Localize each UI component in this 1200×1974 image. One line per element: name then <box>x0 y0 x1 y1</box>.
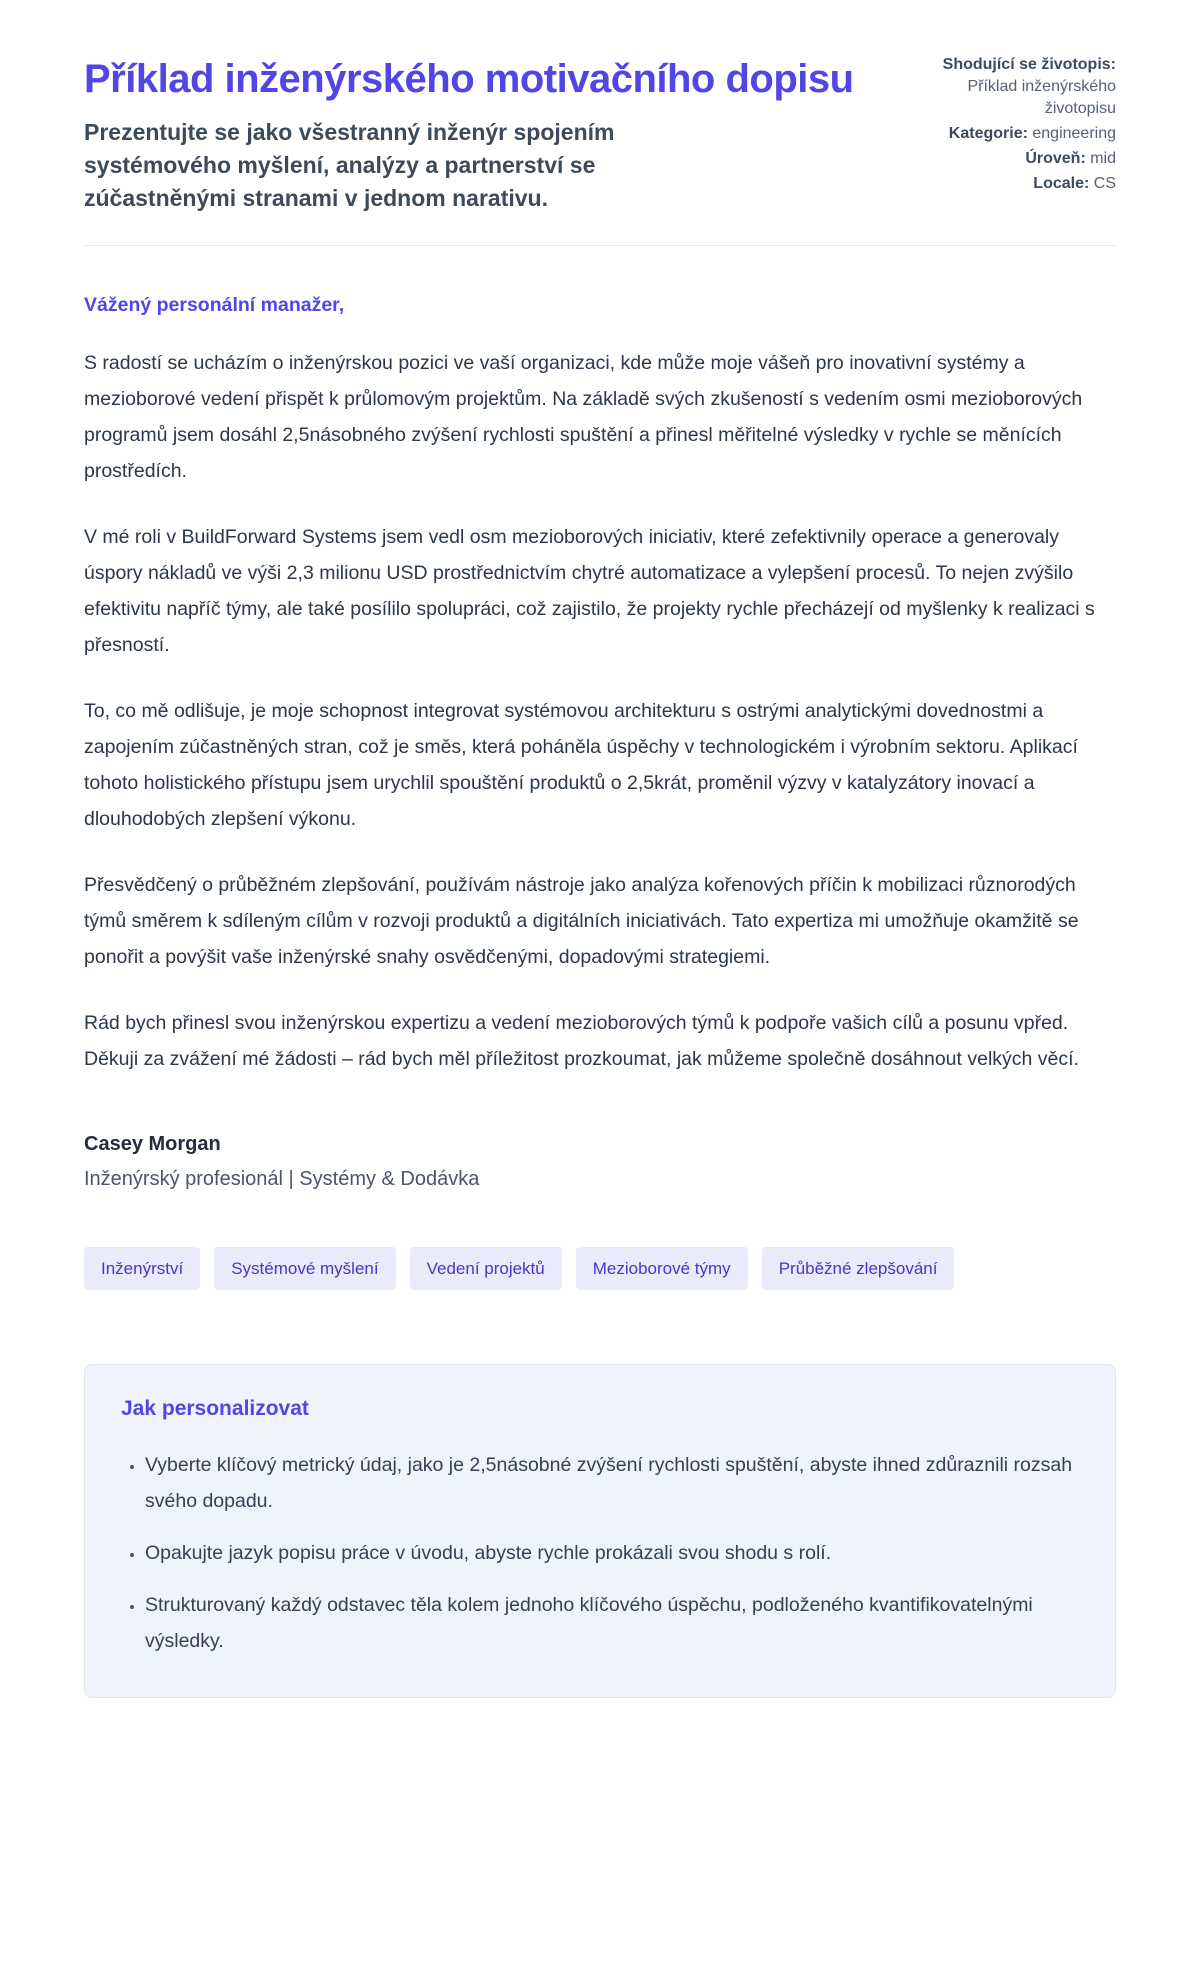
personalize-title: Jak personalizovat <box>121 1397 309 1420</box>
letter-paragraph: Přesvědčený o průběžném zlepšování, používám nástroje jako analýza kořenových příčin k mobilizaci různorodých týmů směrem k sdíleným cílům v rozvoji produktů a digitálních iniciativách. Tato expertiza mi umožňuje okamžitě se ponořit a povýšit vaše inženýrské snahy osvědčenými, dopadovými strategiemi. <box>84 874 1079 968</box>
letter-greeting: Vážený personální manažer, <box>84 294 345 316</box>
meta-category <box>938 123 1116 145</box>
meta-matching-resume-label: Shodující se životopis: <box>942 56 1116 73</box>
signature-name: Casey Morgan <box>84 1133 221 1155</box>
personalize-bullet: • Vyberte klíčový metrický údaj, jako je 2,5násobné zvýšení rychlosti spuštění, abyste ihned zdůraznili rozsah svého dopadu. <box>145 1447 1079 1519</box>
meta-locale-label: Locale: <box>1033 175 1090 192</box>
meta-category-value: engineering <box>1032 125 1116 142</box>
header <box>84 54 1116 215</box>
meta-matching-resume-value: Příklad inženýrského životopisu <box>967 78 1116 117</box>
signature-title: Inženýrský profesionál | Systémy & Dodávka <box>84 1168 480 1190</box>
personalize-bullet: • Strukturovaný každý odstavec těla kolem jednoho klíčového úspěchu, podloženého kvantifikovatelnými výsledky. <box>145 1587 1079 1659</box>
personalize-bullet: • Opakujte jazyk popisu práce v úvodu, abyste rychle prokázali svou shodu s rolí. <box>145 1535 1079 1571</box>
personalize-box <box>84 1364 1116 1698</box>
meta-category-label: Kategorie: <box>948 125 1028 142</box>
personalize-list <box>121 1447 1079 1659</box>
tag-project-leadership[interactable]: Vedení projektů <box>410 1247 562 1290</box>
meta-matching-resume <box>938 54 1116 120</box>
signature-block <box>84 1133 1116 1191</box>
meta-locale <box>938 173 1116 195</box>
tag-engineering[interactable]: Inženýrství <box>84 1247 200 1290</box>
letter-paragraph: V mé roli v BuildForward Systems jsem vedl osm mezioborových iniciativ, které zefektivnily operace a generovaly úspory nákladů ve výši 2,3 milionu USD prostřednictvím chytré automatizace a vylepšení procesů. To nejen zvýšilo efektivitu napříč týmy, ale také posílilo spolupráci, což zajistilo, že projekty rychle přecházejí od myšlenky k realizaci s přesností. <box>84 526 1095 656</box>
header-meta <box>938 54 1116 198</box>
page-container <box>84 0 1116 1698</box>
page-title: Příklad inženýrského motivačního dopisu <box>84 57 854 101</box>
header-divider <box>84 245 1116 246</box>
cover-letter-body <box>84 294 1116 1191</box>
meta-level <box>938 148 1116 170</box>
tag-cross-functional-teams[interactable]: Mezioborové týmy <box>576 1247 748 1290</box>
tag-continuous-improvement[interactable]: Průběžné zlepšování <box>762 1247 955 1290</box>
header-title-block <box>84 54 854 215</box>
meta-level-value: mid <box>1090 150 1116 167</box>
tag-list <box>84 1247 1116 1290</box>
letter-paragraph: S radostí se ucházím o inženýrskou pozici ve vaší organizaci, kde může moje vášeň pro inovativní systémy a mezioborové vedení přispět k průlomovým projektům. Na základě svých zkušeností s vedením osmi mezioborových programů jsem dosáhl 2,5násobného zvýšení rychlosti spuštění a přinesl měřitelné výsledky v rychle se měnících prostředích. <box>84 352 1083 482</box>
letter-paragraph: Rád bych přinesl svou inženýrskou expertizu a vedení mezioborových týmů k podpoře vašich cílů a posunu vpřed. Děkuji za zvážení mé žádosti – rád bych měl příležitost prozkoumat, jak můžeme společně dosáhnout velkých věcí. <box>84 1012 1079 1070</box>
meta-locale-value: CS <box>1093 175 1116 192</box>
page-subtitle: Prezentujte se jako všestranný inženýr spojením systémového myšlení, analýzy a partnerství se zúčastněnými stranami v jednom narativu. <box>84 119 615 211</box>
letter-paragraph: To, co mě odlišuje, je moje schopnost integrovat systémovou architekturu s ostrými analytickými dovednostmi a zapojením zúčastněných stran, což je směs, která poháněla úspěchy v technologickém i výrobním sektoru. Aplikací tohoto holistického přístupu jsem urychlil spouštění produktů o 2,5krát, proměnil výzvy v katalyzátory inovací a dlouhodobých zlepšení výkonu. <box>84 700 1078 830</box>
tag-systems-thinking[interactable]: Systémové myšlení <box>214 1247 395 1290</box>
meta-level-label: Úroveň: <box>1025 150 1086 167</box>
